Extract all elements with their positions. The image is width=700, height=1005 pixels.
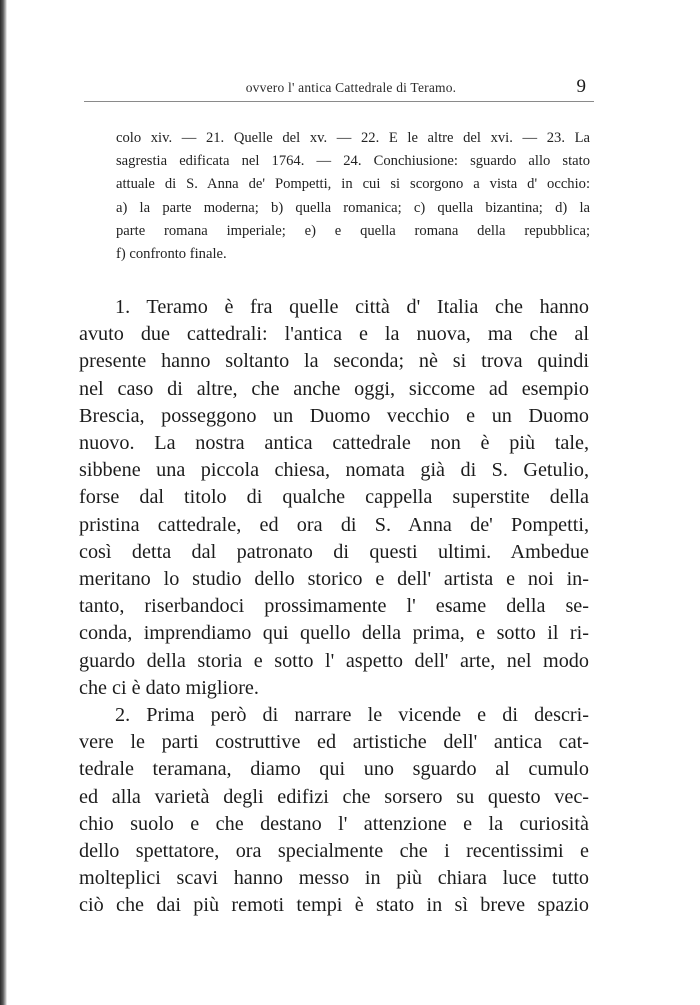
body-text xyxy=(79,294,589,920)
page-number: 9 xyxy=(576,76,586,97)
body-line: ed alla varietà degli edifizi che sorsero su questo vec- xyxy=(79,785,589,808)
body-line: vere le parti costruttive ed artistiche dell' antica cat- xyxy=(79,731,589,754)
paragraph-1-first-line: 1. Teramo è fra quelle città d' Italia che hanno xyxy=(115,296,589,318)
binding-edge xyxy=(0,0,7,1005)
body-line: chio suolo e che destano l' attenzione e la curiosità xyxy=(79,812,589,835)
body-line: così detta dal patronato di questi ultimi. Ambedue xyxy=(79,540,589,563)
summary-line: a) la parte moderna; b) quella romanica; c) quella bizantina; d) la xyxy=(116,199,590,216)
body-line: meritano lo studio dello storico e dell' artista e noi in- xyxy=(79,568,589,591)
summary-line: colo xiv. — 21. Quelle del xv. — 22. E le altre del xvi. — 23. La xyxy=(116,130,590,146)
body-line: avuto due cattedrali: l'antica e la nuova, ma che al xyxy=(79,323,589,346)
body-line: nuovo. La nostra antica cattedrale non è più tale, xyxy=(79,432,589,455)
body-line: Brescia, posseggono un Duomo vecchio e un Duomo xyxy=(79,404,589,427)
body-line: ciò che dai più remoti tempi è stato in sì breve spazio xyxy=(79,894,589,917)
body-line: tanto, riserbandoci prossimamente l' esame della se- xyxy=(79,595,589,618)
running-head xyxy=(108,74,594,104)
paragraph-1-last-line: che ci è dato migliore. xyxy=(79,676,259,699)
paragraph-2-first-line: 2. Prima però di narrare le vicende e di descri- xyxy=(115,704,589,727)
body-line: tedrale teramana, diamo qui uno sguardo al cumulo xyxy=(79,758,589,781)
body-line: conda, imprendiamo qui quello della prima, e sotto il ri- xyxy=(79,622,589,645)
summary-line: attuale di S. Anna de' Pompetti, in cui si scorgono a vista d' occhio: xyxy=(116,176,590,193)
body-line: guardo della storia e sotto l' aspetto dell' arte, nel modo xyxy=(79,649,589,672)
running-title: ovvero l' antica Cattedrale di Teramo. xyxy=(245,80,457,95)
body-line: forse dal titolo di qualche cappella superstite della xyxy=(79,486,589,509)
body-line: molteplici scavi hanno messo in più chiara luce tutto xyxy=(79,867,589,890)
chapter-summary xyxy=(116,127,590,266)
summary-line: parte romana imperiale; e) e quella romana della repubblica; xyxy=(116,222,590,239)
body-line: sibbene una piccola chiesa, nomata già di S. Getulio, xyxy=(79,459,589,482)
summary-line: f) confronto finale. xyxy=(116,246,227,263)
body-line: dello spettatore, ora specialmente che i recentissimi e xyxy=(79,840,589,863)
body-line: nel caso di altre, che anche oggi, siccome ad esempio xyxy=(79,377,589,400)
summary-line: sagrestia edificata nel 1764. — 24. Conchiusione: sguardo allo stato xyxy=(116,153,590,170)
header-rule xyxy=(84,101,594,102)
body-line: presente hanno soltanto la seconda; nè si trova quindi xyxy=(79,350,589,373)
body-line: pristina cattedrale, ed ora di S. Anna de' Pompetti, xyxy=(79,513,589,536)
